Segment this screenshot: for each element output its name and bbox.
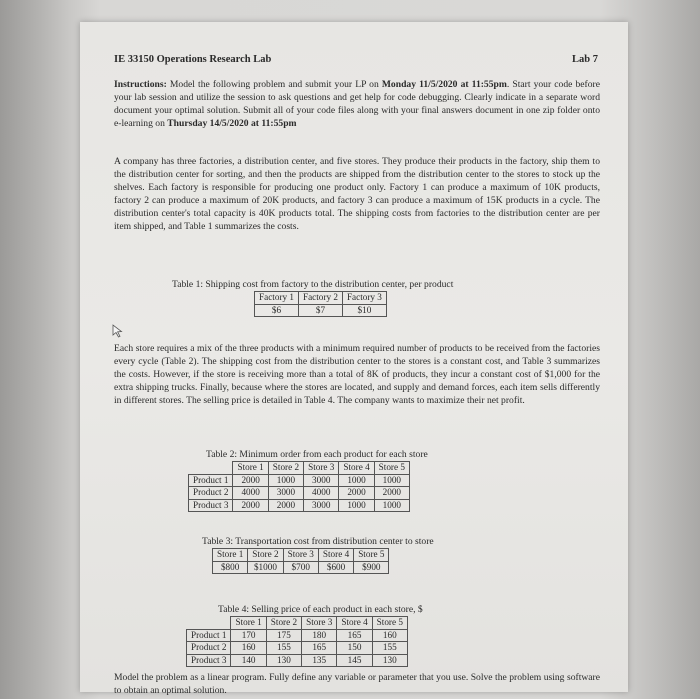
table1-shipping-cost	[254, 291, 387, 317]
row-label-cell: Product 2	[189, 487, 233, 500]
value-cell: 4000	[233, 487, 268, 500]
table-header-row	[255, 292, 387, 305]
value-cell: 165	[302, 642, 337, 655]
instructions-paragraph	[114, 78, 600, 130]
value-cell: 160	[231, 642, 266, 655]
due-date-1: Monday 11/5/2020 at 11:55pm	[381, 79, 507, 90]
value-cell: 165	[337, 629, 372, 642]
row-label-cell: Product 3	[189, 499, 233, 512]
row-label-cell: Product 1	[187, 629, 231, 642]
value-cell: 130	[266, 654, 301, 667]
course-title: IE 33150 Operations Research Lab	[114, 54, 272, 65]
instructions-text-2: . Start your code before your lab session and utilize the session to ask questions and get help for code debugging. Clearly indicate in a separate word document your optimal solution. Submit all of your code files along with your final answers document in one zip folder onto e-learning on	[114, 79, 600, 130]
header-cell: Store 5	[372, 617, 407, 630]
header-cell: Store 2	[266, 617, 301, 630]
value-cell: 150	[337, 642, 372, 655]
instructions-text-1: Model the following problem and submit your LP on	[166, 79, 382, 90]
header-cell: Store 3	[304, 462, 339, 475]
table-row	[187, 654, 408, 667]
value-cell: 2000	[233, 499, 268, 512]
value-cell: 1000	[374, 499, 409, 512]
value-cell: $600	[318, 561, 353, 574]
value-cell: 155	[266, 642, 301, 655]
value-cell: 155	[372, 642, 407, 655]
corner-cell	[189, 462, 233, 475]
value-cell: $700	[283, 561, 318, 574]
store-paragraph: Each store requires a mix of the three products with a minimum required number of products to be received from the factories every cycle (Table 2). The shipping cost from the distribution center to the stores is a constant cost, and Table 3 summarizes the costs. However, if the store is receiving more than a total of 8K of products, they incur a constant cost of $1,000 for the extra shipping trucks. Finally, because where the stores are located, and supply and demand forces, each item sells differently in different stores. The selling price is detailed in Table 4. The company wants to maximize their net profit.	[114, 343, 600, 407]
value-cell: $10	[342, 304, 386, 317]
value-cell: 2000	[268, 499, 303, 512]
value-cell: 4000	[304, 487, 339, 500]
table-header-row	[213, 549, 389, 562]
table-row	[189, 474, 410, 487]
value-cell: 3000	[304, 499, 339, 512]
value-cell: 2000	[374, 487, 409, 500]
table-row	[189, 499, 410, 512]
table-row	[187, 642, 408, 655]
value-cell: 175	[266, 629, 301, 642]
value-cell: 170	[231, 629, 266, 642]
table-row	[255, 304, 387, 317]
row-label-cell: Product 1	[189, 474, 233, 487]
value-cell: 135	[302, 654, 337, 667]
header-cell: Store 1	[231, 617, 266, 630]
table-header-row	[187, 617, 408, 630]
closing-paragraph: Model the problem as a linear program. Fully define any variable or parameter that you use. Solve the problem using software to obtain an optimal solution.	[114, 672, 600, 697]
value-cell: $800	[213, 561, 248, 574]
table-row	[189, 487, 410, 500]
table3-caption: Table 3: Transportation cost from distribution center to store	[202, 536, 434, 547]
value-cell: 1000	[268, 474, 303, 487]
value-cell: $7	[298, 304, 342, 317]
value-cell: $6	[255, 304, 299, 317]
table-row	[213, 561, 389, 574]
header-cell: Store 4	[339, 462, 374, 475]
header-cell: Store 3	[283, 549, 318, 562]
table-header-row	[189, 462, 410, 475]
header-cell: Store 5	[354, 549, 389, 562]
header-cell: Store 1	[213, 549, 248, 562]
value-cell: 130	[372, 654, 407, 667]
header-cell: Store 2	[248, 549, 283, 562]
header-cell: Store 4	[337, 617, 372, 630]
header-cell: Store 2	[268, 462, 303, 475]
mouse-cursor-icon	[112, 324, 124, 338]
row-label-cell: Product 3	[187, 654, 231, 667]
table3-transport-cost	[212, 548, 389, 574]
value-cell: 1000	[339, 474, 374, 487]
document-page	[80, 22, 628, 697]
corner-cell	[187, 617, 231, 630]
table2-minimum-order	[188, 461, 410, 512]
value-cell: 3000	[268, 487, 303, 500]
instructions-label: Instructions:	[114, 79, 167, 90]
table2-caption: Table 2: Minimum order from each product for each store	[206, 449, 428, 460]
value-cell: 145	[337, 654, 372, 667]
value-cell: 160	[372, 629, 407, 642]
value-cell: $1000	[248, 561, 283, 574]
value-cell: 2000	[233, 474, 268, 487]
value-cell: 3000	[304, 474, 339, 487]
value-cell: 180	[302, 629, 337, 642]
table4-selling-price	[186, 616, 408, 667]
lab-number: Lab 7	[572, 54, 598, 65]
problem-paragraph: A company has three factories, a distribution center, and five stores. They produce their products in the factory, ship them to the distribution center for sorting, and then the products are shipped from the distribution center to the stores to stock up the shelves. Each factory is responsible for producing one product only. Factory 1 can produce a maximum of 10K products, factory 2 can produce a maximum of 20K products, and factory 3 can produce a maximum of 15K products in a cycle. The distribution center's total capacity is 40K products total. The shipping costs from factories to the distribution center are per item shipped, and Table 1 summarizes the costs.	[114, 156, 600, 233]
header-cell: Store 5	[374, 462, 409, 475]
table-row	[187, 629, 408, 642]
header-cell: Store 4	[318, 549, 353, 562]
value-cell: 2000	[339, 487, 374, 500]
value-cell: 1000	[339, 499, 374, 512]
value-cell: 140	[231, 654, 266, 667]
row-label-cell: Product 2	[187, 642, 231, 655]
header-cell: Store 3	[302, 617, 337, 630]
due-date-2: Thursday 14/5/2020 at 11:55pm	[167, 118, 297, 130]
header-cell: Factory 1	[255, 292, 299, 305]
header-cell: Factory 2	[298, 292, 342, 305]
value-cell: 1000	[374, 474, 409, 487]
table1-caption: Table 1: Shipping cost from factory to the distribution center, per product	[172, 279, 454, 290]
table4-caption: Table 4: Selling price of each product in each store, $	[218, 604, 423, 615]
value-cell: $900	[354, 561, 389, 574]
header-cell: Store 1	[233, 462, 268, 475]
header-cell: Factory 3	[342, 292, 386, 305]
